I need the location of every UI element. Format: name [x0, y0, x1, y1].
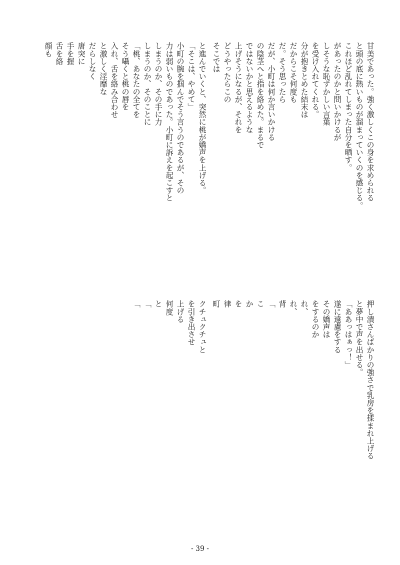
text-line: を受け入れてくれる。: [311, 42, 320, 118]
text-line: 舌を絡: [55, 42, 64, 65]
text-line: があったのかと問いかけるが: [333, 42, 342, 141]
text-line: 唐突に: [77, 42, 86, 65]
text-line: 手を握: [66, 42, 75, 65]
text-line: と進んでいくと、突然に桃が嬌声を上げる。: [198, 42, 207, 194]
text-line: と激しく淫靡な: [99, 42, 108, 96]
text-line: を: [234, 300, 243, 308]
text-block-bottom-right: [212, 300, 376, 554]
text-line: と頭の底に熱いものが溜まっていくのを感じる。: [355, 42, 364, 210]
text-line: と: [154, 300, 163, 308]
text-line: 入れ、舌を絡み合わせ: [110, 42, 119, 118]
text-line: その嬌声は: [322, 300, 331, 338]
text-line: 「: [132, 300, 141, 308]
text-line: クチュクチュと: [198, 300, 207, 354]
text-line: これほど乱れてしまった自分を晒す。: [344, 42, 353, 172]
text-line: の陰茎へと指を絡めた。まるで: [256, 42, 265, 149]
text-line: 「: [143, 300, 152, 308]
text-block-top-left: [28, 42, 208, 296]
text-line: 分が抱きとめた結末は: [300, 42, 309, 118]
text-line: しまうのか、そのことに: [143, 42, 152, 126]
text-line: 遂に遠慮をする: [333, 300, 342, 354]
text-line: だからこそ何度も: [289, 42, 298, 103]
text-line: だ。そう思ったら: [278, 42, 287, 103]
text-line: れ、: [289, 300, 298, 316]
text-line: 「: [267, 300, 276, 308]
text-block-bottom-left: [28, 300, 208, 554]
text-line: 町: [212, 300, 221, 308]
text-line: 上げる: [176, 300, 185, 323]
text-line: しまうのか、その手に力: [154, 42, 163, 126]
text-line: 上げそうになるが、それを: [234, 42, 243, 134]
text-line: そこでは: [212, 42, 221, 73]
text-line: そう囁くと桃の唇を: [121, 42, 130, 111]
text-line: か: [245, 300, 254, 308]
text-line: 「ああっはぁっ！」: [344, 300, 353, 369]
text-line: 背: [278, 300, 287, 308]
text-line: 顔も: [44, 42, 53, 58]
text-line: 小町の腕を掴んでそう言うのであるが、その: [176, 42, 185, 194]
text-line: しそうな恥ずかしい言葉: [322, 42, 331, 126]
text-line: だらしなく: [88, 42, 97, 80]
text-line: 押し潰さんばかりの強さで乳房を揉まれ上げる: [366, 300, 375, 460]
text-block-top-right: [212, 42, 376, 296]
text-line: 「桃、あなたの全てを: [132, 42, 141, 118]
text-line: 「そこは、やめて」: [187, 42, 196, 111]
text-line: れ、: [300, 300, 309, 316]
text-line: を引き出させ: [187, 300, 196, 346]
text-line: と夢中で声を出せる。: [355, 300, 364, 376]
text-line: どうやったらこの: [223, 42, 232, 103]
text-line: 甘美であった。強く激しくこの身を求められる: [366, 42, 375, 202]
text-line: こ: [256, 300, 265, 308]
text-line: ではないかと思えるような: [245, 42, 254, 134]
page-number: - 39 -: [190, 545, 210, 553]
text-line: 何度: [165, 300, 174, 316]
text-line: 力は弱いものであった。小町に訴えを起こすと: [165, 42, 174, 202]
text-line: だが、小町は何か言いかける: [267, 42, 276, 141]
text-line: をするのか: [311, 300, 320, 338]
text-line: 律: [223, 300, 232, 308]
